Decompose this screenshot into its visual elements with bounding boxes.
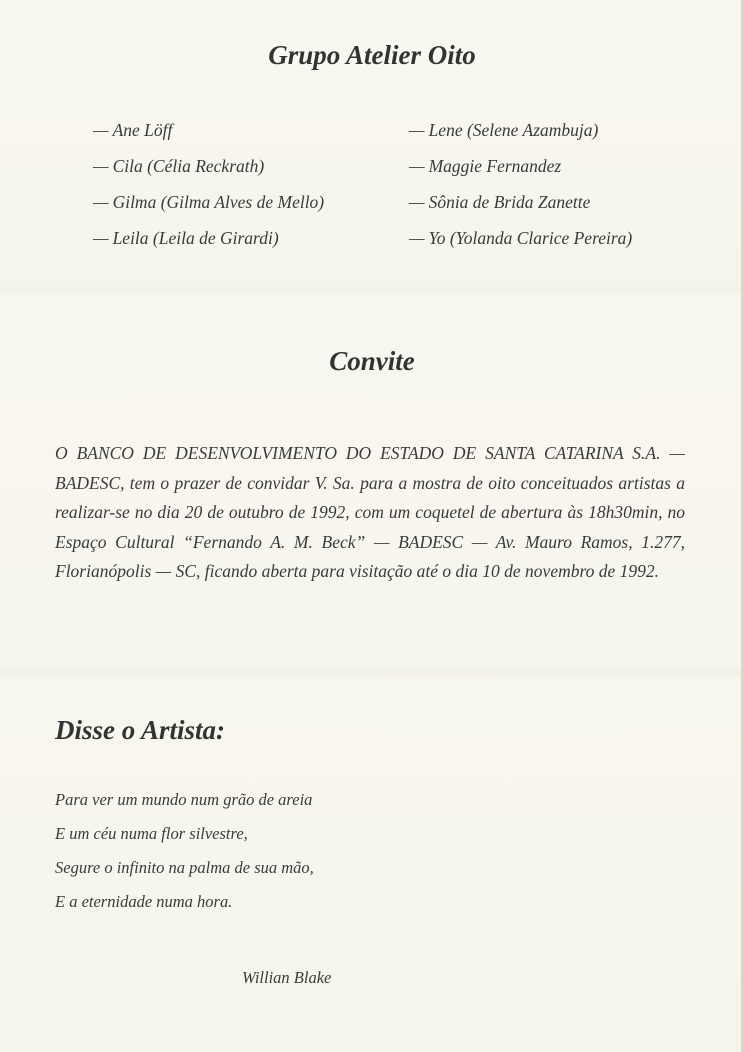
dash: — bbox=[93, 120, 109, 140]
member-item bbox=[93, 224, 324, 260]
member-item bbox=[93, 152, 324, 188]
convite-heading: Convite bbox=[329, 346, 415, 376]
member-item bbox=[409, 224, 632, 260]
member-name: Leila (Leila de Girardi) bbox=[112, 228, 279, 248]
dash: — bbox=[409, 228, 425, 248]
dash: — bbox=[93, 156, 109, 176]
member-name: Ane Löff bbox=[112, 120, 173, 140]
member-name: Yo (Yolanda Clarice Pereira) bbox=[428, 228, 633, 248]
quote-heading: Disse o Artista: bbox=[55, 715, 226, 745]
poem-line: Para ver um mundo num grão de areia bbox=[55, 790, 313, 809]
member-item bbox=[93, 116, 324, 152]
member-name: Sônia de Brida Zanette bbox=[428, 192, 591, 212]
dash: — bbox=[409, 156, 425, 176]
invitation-text: O BANCO DE DESENVOLVIMENTO DO ESTADO DE SANTA CATARINA S.A. — BADESC, tem o prazer de convidar V. Sa. para a mostra de oito conceituados artistas a realizar-se no dia 20 de outubro de 1992, com um coquetel de abertura às 18h30min, no Espaço Cultural “Fernando A. M. Beck” — BADESC — Av. Mauro Ramos, 1.277, Florianópolis — SC, ficando aberta para visitação até o dia 10 de novembro de 1992. bbox=[55, 443, 685, 581]
members-list-right bbox=[409, 116, 632, 260]
poem-line: E a eternidade numa hora. bbox=[55, 892, 233, 911]
member-name: Maggie Fernandez bbox=[428, 156, 562, 176]
dash: — bbox=[409, 192, 425, 212]
member-name: Lene (Selene Azambuja) bbox=[428, 120, 599, 140]
quote-author: Willian Blake bbox=[242, 968, 332, 987]
poem-line: E um céu numa flor silvestre, bbox=[55, 824, 248, 843]
dash: — bbox=[93, 228, 109, 248]
poem-line: Segure o infinito na palma de sua mão, bbox=[55, 858, 314, 877]
member-item bbox=[93, 188, 324, 224]
member-name: Gilma (Gilma Alves de Mello) bbox=[112, 192, 325, 212]
member-item bbox=[409, 188, 632, 224]
poem bbox=[55, 786, 314, 922]
dash: — bbox=[409, 120, 425, 140]
page-title: Grupo Atelier Oito bbox=[268, 40, 476, 70]
members-list-left bbox=[93, 116, 324, 260]
dash: — bbox=[93, 192, 109, 212]
member-name: Cila (Célia Reckrath) bbox=[112, 156, 265, 176]
member-item bbox=[409, 116, 632, 152]
member-item bbox=[409, 152, 632, 188]
